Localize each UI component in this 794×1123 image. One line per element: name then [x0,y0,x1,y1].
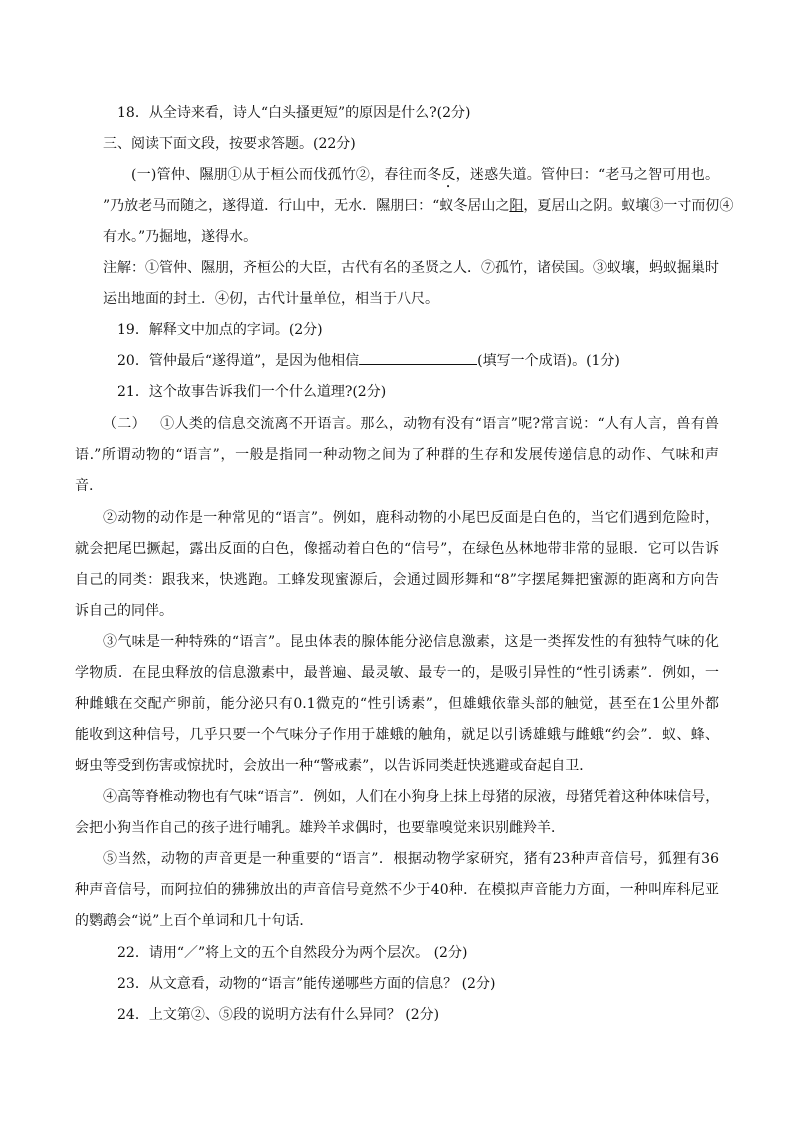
passage-2-para-1-line-3: 音. [75,478,94,494]
passage-2-para-5-line-1: ⑤当然，动物的声音更是一种重要的“语言”．根据动物学家研究，猪有23种声音信号，狐狸有36 [103,851,719,867]
annotation-line-2: 运出地面的封土．④仞，古代计量单位，相当于八尺。 [103,291,439,307]
question-20-text: 20．管仲最后“遂得道”，是因为他相信 [117,353,360,369]
passage-1-text: ”乃放老马而随之，遂得道．行山中，无水．隰朋曰：“蚁冬居山之 [103,198,510,214]
passage-2-para-3-line-2: 学物质．在昆虫释放的信息激素中，最普遍、最灵敏、最专一的，是吸引异性的“性引诱素”．例如，一 [75,665,719,681]
annotation-line-1: 注解：①管仲、隰朋，齐桓公的大臣，古代有名的圣贤之人．⑦孤竹，诸侯国。③蚁壤，蚂蚁掘巢时 [103,260,719,276]
passage-1-line-2 [103,196,734,216]
passage-1-text: (一)管仲、隰朋①从于桓公而伐孤竹②，春往而冬 [131,167,442,183]
passage-2-para-1-line-2: 语.”所谓动物的“语言”，一般是指同一种动物之间为了种群的生存和发展传递信息的动作、气味和声 [75,447,719,463]
question-20-text: (填写一个成语)。(1分) [477,353,620,369]
passage-2-para-2-line-3: 自己的同类：跟我来，快逃跑。工蜂发现蜜源后，会通过圆形舞和“8”字摆尾舞把蜜源的距离和方向告 [75,572,719,588]
question-21: 21．这个故事告诉我们一个什么道理?(2分) [117,384,387,400]
passage-2-para-4-line-1: ④高等脊椎动物也有气味“语言”．例如，人们在小狗身上抹上母猪的尿液，母猪凭着这种体味信号， [103,789,720,805]
passage-2-para-2-line-2: 就会把尾巴撅起，露出反面的白色，像摇动着白色的“信号”，在绿色丛林地带非常的显眼．它可以告诉 [75,541,719,557]
passage-2-para-2-line-1: ②动物的动作是一种常见的“语言”。例如，鹿科动物的小尾巴反面是白色的，当它们遇到危险时， [103,510,719,526]
passage-2-para-3-line-1: ③气味是一种特殊的“语言”。昆虫体表的腺体能分泌信息激素，这是一类挥发性的有独特气味的化 [103,634,719,650]
passage-2-para-5-line-3: 的鹦鹉会“说”上百个单词和几十句话． [75,913,314,929]
section-3-heading: 三、阅读下面文段，按要求答题。(22分) [103,136,356,152]
question-23: 23．从文意看，动物的“语言”能传递哪些方面的信息？ (2分) [117,976,496,992]
answer-blank[interactable] [359,352,477,365]
passage-1-text: ，迷惑失道。管仲曰：“老马之智可用也。 [455,167,720,183]
passage-2-para-4-line-2: 会把小狗当作自己的孩子进行哺乳。雄羚羊求偶时，也要靠嗅觉来识别雌羚羊． [75,820,565,836]
section-number: （二） [103,416,146,432]
passage-1-line-1 [131,165,719,185]
underlined-word: 阳 [509,198,524,214]
passage-2-para-3-line-3: 种雌蛾在交配产卵前，能分泌只有0.1微克的“性引诱素”，但雄蛾依靠头部的触觉，甚至在1公里外都 [75,696,719,712]
passage-2-para-3-line-5: 蚜虫等受到伤害或惊扰时，会放出一种“警戒素”，以告诉同类赶快逃避或奋起自卫． [75,758,594,774]
question-18: 18．从全诗来看，诗人“白头搔更短”的原因是什么?(2分) [117,105,471,121]
question-22: 22．请用“／”将上文的五个自然段分为两个层次。 (2分) [117,945,468,961]
passage-2-para-2-line-4: 诉自己的同伴。 [75,603,173,619]
question-20 [117,351,620,371]
passage-1-text: ，夏居山之阴。蚁壤③一寸而仞④ [523,198,734,214]
question-19: 19．解释文中加点的字词。(2分) [117,322,323,338]
passage-2-para-5-line-2: 种声音信号，而阿拉伯的狒狒放出的声音信号竟然不少于40种．在模拟声音能力方面，一种叫库科尼亚 [75,882,719,898]
passage-1-line-3: 有水。”乃掘地，遂得水。 [103,229,258,245]
passage-2-para-3-line-4: 能收到这种信号，几乎只要一个气味分子作用于雄蛾的触角，就足以引诱雄蛾与雌蛾“约会”．蚁、蜂、 [75,727,719,743]
question-24: 24．上文第②、⑤段的说明方法有什么异同？ (2分) [117,1007,440,1023]
passage-2-para-1-line-1 [103,414,719,434]
passage-2-text: ①人类的信息交流离不开语言。那么，动物有没有“语言”呢?常言说：“人有人言，兽有兽 [159,416,719,432]
dotted-word: 反 [441,167,456,183]
